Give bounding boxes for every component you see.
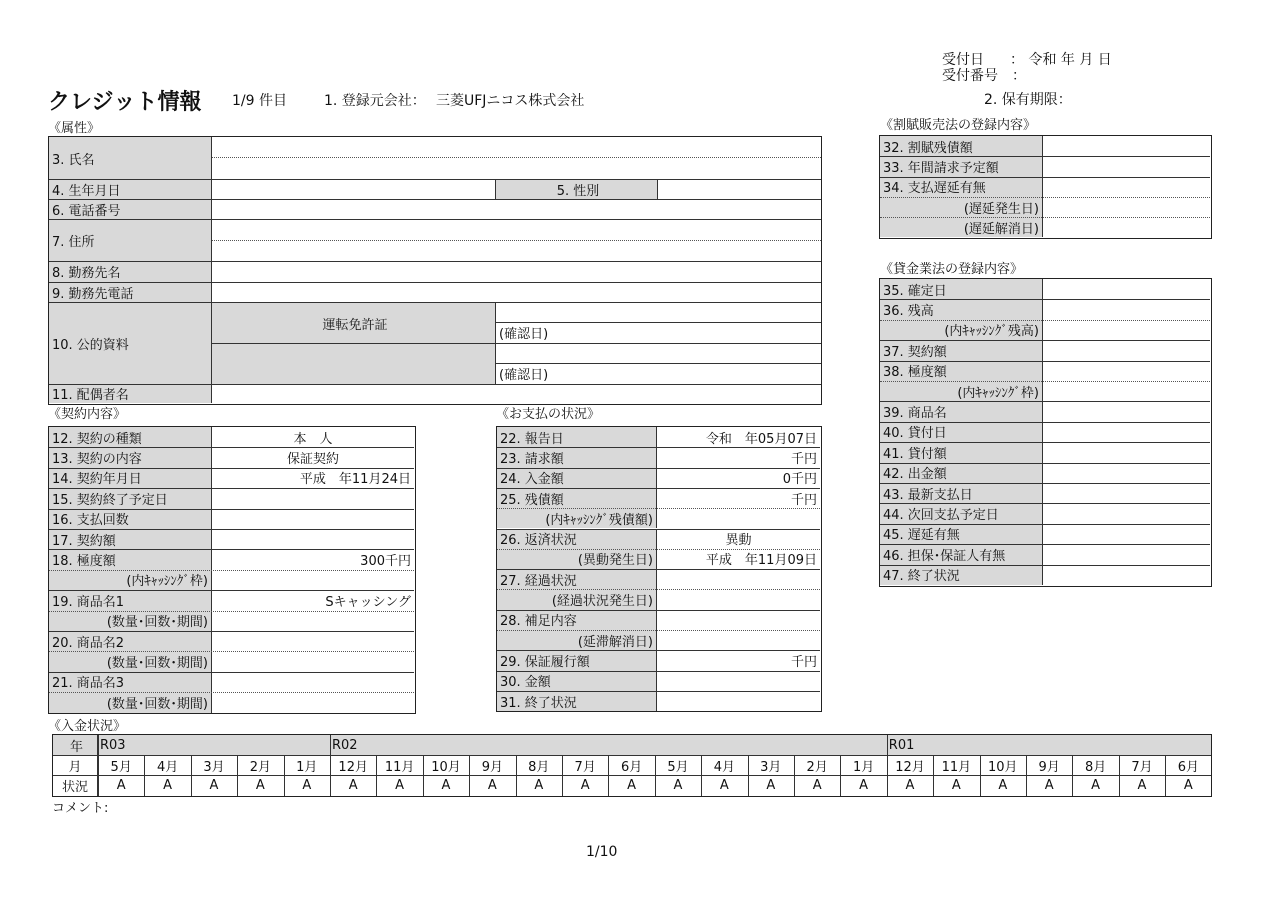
payment-table [496,426,822,712]
contract-row-value [212,570,414,590]
status-cell: A [209,778,219,793]
contract-row-label: 13. 契約の内容 [49,447,212,467]
contract-row-value [212,651,414,671]
status-cell: A [163,778,173,793]
divider [49,570,414,571]
deposit-table [52,734,1212,797]
divider [49,468,414,469]
status-cell: A [627,778,637,793]
divider [880,156,1210,157]
divider [880,299,1210,300]
divider [497,691,820,692]
divider [49,384,821,385]
contract-row-label: (内ｷｬｯｼﾝｸﾞ枠) [49,570,212,590]
moneylending-row-label: 45. 遅延有無 [880,524,1043,544]
divider [880,442,1210,443]
comment-label: コメント: [52,801,109,816]
contract-row-value [212,692,414,712]
divider [49,692,414,693]
attributes-table [48,136,822,405]
payment-row-value [657,671,820,691]
month-cell: 10月 [988,759,1018,775]
payment-row-value: 0千円 [782,472,817,488]
divider [880,503,1210,504]
payment-row-value: 千円 [790,451,817,467]
payment-row-label: 29. 保証履行額 [497,650,657,670]
column-divider [1165,755,1166,796]
confirm-date-2-label: (確認日) [499,368,549,383]
payment-row-label: (経過状況発生日) [497,589,657,609]
column-divider [562,755,563,796]
registrar-label: 1. 登録元会社： [324,93,426,109]
contract-row-label: (数量･回数･期間) [49,692,212,712]
status-cell: A [998,778,1008,793]
page-number: 1/10 [586,844,618,860]
address-label: 7. 住所 [49,219,212,261]
moneylending-row-label: 39. 商品名 [880,401,1043,421]
column-divider [794,755,795,796]
status-cell: A [255,778,265,793]
divider [880,463,1210,464]
divider [880,524,1210,525]
installment-row-label: 32. 割賦残債額 [880,136,1043,156]
phone-label: 6. 電話番号 [49,199,212,219]
contract-row-label: (数量･回数･期間) [49,651,212,671]
deposit-section-title: 《入金状況》 [48,719,127,734]
payment-row-value [657,569,820,589]
column-divider [748,755,749,796]
moneylending-row-label: 44. 次回支払予定日 [880,503,1043,523]
payment-row-label: 27. 経過状況 [497,569,657,589]
month-cell: 7月 [1131,759,1153,775]
installment-row-label: 33. 年間請求予定額 [880,156,1043,176]
divider [495,363,821,364]
status-cell: A [951,778,961,793]
moneylending-row-label: 47. 終了状況 [880,565,1043,585]
moneylending-section-title: 《貸金業法の登録内容》 [880,262,1024,277]
status-cell: A [719,778,729,793]
payment-row-value [657,589,820,609]
payment-row-value: 千円 [790,492,817,508]
contract-row-label: 21. 商品名3 [49,672,212,692]
month-cell: 10月 [431,759,461,775]
payment-row-value: 平成 年11月09日 [705,553,817,569]
column-divider [887,735,888,796]
contract-row-value: 本 人 [293,431,333,447]
status-cell: A [1044,778,1054,793]
divider [497,650,820,651]
divider [212,343,821,344]
birth-label: 4. 生年月日 [49,179,212,199]
status-cell: A [116,778,126,793]
payment-row-value: 千円 [790,654,817,670]
reception-no-value: ： [1012,68,1026,84]
contract-row-value [212,488,414,508]
column-divider [840,755,841,796]
divider [49,447,414,448]
moneylending-row-label: 41. 貸付額 [880,442,1043,462]
year-cell: R03 [100,737,126,753]
retention-period-label: 2. 保有期限： [984,92,1072,108]
status-cell: A [534,778,544,793]
status-cell: A [1183,778,1193,793]
payment-row-label: 30. 金額 [497,671,657,691]
month-cell: 5月 [110,759,132,775]
month-cell: 1月 [296,759,318,775]
contract-row-label: 19. 商品名1 [49,590,212,610]
moneylending-table [879,278,1212,587]
moneylending-row-label: 36. 残高 [880,299,1043,319]
month-cell: 2月 [806,759,828,775]
reception-no-label: 受付番号 [942,68,998,84]
month-cell: 12月 [338,759,368,775]
divider [880,544,1210,545]
year-label: 年 [53,735,98,755]
contract-row-label: (数量･回数･期間) [49,611,212,631]
column-divider [495,302,496,384]
confirm-date-1-label: (確認日) [499,327,549,342]
payment-row-label: 28. 補足内容 [497,610,657,630]
status-cell: A [859,778,869,793]
divider [880,565,1210,566]
divider [497,569,820,570]
column-divider [608,755,609,796]
contract-row-value: 300千円 [360,554,411,570]
divider [497,671,820,672]
column-divider [191,755,192,796]
public-document-2-label [212,343,496,384]
divider [49,631,414,632]
divider [49,179,821,180]
payment-section-title: 《お支払の状況》 [496,407,601,422]
payment-row-label: 31. 終了状況 [497,691,657,711]
divider [49,488,414,489]
month-cell: 3月 [203,759,225,775]
divider [880,422,1210,423]
payment-row-label: 22. 報告日 [497,427,657,447]
contract-row-value [212,611,414,631]
month-cell: 7月 [574,759,596,775]
divider [497,508,820,509]
payment-row-label: 24. 入金額 [497,468,657,488]
column-divider [98,735,99,796]
column-divider [376,755,377,796]
status-label: 状況 [53,775,98,796]
status-cell: A [487,778,497,793]
column-divider [1072,755,1073,796]
payment-row-label: (延滞解消日) [497,630,657,650]
divider [495,322,821,323]
status-cell: A [905,778,915,793]
status-cell: A [1091,778,1101,793]
moneylending-row-label: 35. 確定日 [880,279,1043,299]
column-divider [237,755,238,796]
moneylending-row-label: 40. 貸付日 [880,422,1043,442]
installment-row-label: (遅延発生日) [880,197,1043,217]
month-cell: 11月 [384,759,415,775]
payment-row-label: 26. 返済状況 [497,529,657,549]
contract-row-value [212,509,414,529]
month-cell: 9月 [481,759,504,775]
moneylending-row-label: 38. 極度額 [880,361,1043,381]
status-cell: A [580,778,590,793]
payment-row-label: (異動発生日) [497,549,657,569]
status-cell: A [673,778,683,793]
divider [497,488,820,489]
contract-row-label: 18. 極度額 [49,549,212,569]
month-cell: 4月 [156,759,179,775]
installment-row-label: 34. 支払遅延有無 [880,177,1043,197]
installment-row-label: (遅延解消日) [880,217,1043,237]
divider [880,320,1210,321]
name-label: 3. 氏名 [49,137,212,179]
status-cell: A [395,778,405,793]
contract-row-label: 20. 商品名2 [49,631,212,651]
status-cell: A [348,778,358,793]
contract-row-label: 16. 支払回数 [49,509,212,529]
contract-row-label: 12. 契約の種類 [49,427,212,447]
payment-row-value [657,508,820,528]
contract-row-value: Sキャッシング [325,594,411,610]
divider [880,340,1210,341]
contract-row-value: 平成 年11月24日 [299,472,411,488]
contract-row-label: 14. 契約年月日 [49,468,212,488]
installment-section-title: 《割賦販売法の登録内容》 [880,118,1037,133]
month-cell: 8月 [1084,759,1107,775]
payment-row-value: 異動 [725,533,752,549]
reception-date-value: ： 令和 年 月 日 [1010,52,1112,68]
divider [49,219,821,220]
moneylending-row-label: (内ｷｬｯｼﾝｸﾞ枠) [880,381,1043,401]
divider [497,589,820,590]
contract-row-value [212,529,414,549]
payment-row-value: 令和 年05月07日 [705,431,817,447]
drivers-license-label: 運転免許証 [212,302,496,343]
month-cell: 9月 [1038,759,1060,775]
column-divider [1119,755,1120,796]
divider [49,509,414,510]
year-cell: R01 [888,737,915,753]
contract-row-label: 17. 契約額 [49,529,212,549]
gender-label: 5. 性別 [495,179,658,199]
divider [49,302,821,303]
divider [880,401,1210,402]
month-cell: 6月 [620,759,643,775]
payment-row-label: 25. 残債額 [497,488,657,508]
page-title: クレジット情報 [48,90,202,115]
moneylending-row-label: 43. 最新支払日 [880,483,1043,503]
divider [497,549,820,550]
payment-row-value [657,691,820,711]
moneylending-row-label: 37. 契約額 [880,340,1043,360]
column-divider [516,755,517,796]
divider [497,610,820,611]
contract-row-value [212,631,414,651]
divider [49,261,821,262]
divider [49,529,414,530]
spouse-label: 11. 配偶者名 [49,384,212,403]
employer-label: 8. 勤務先名 [49,261,212,282]
divider [880,217,1210,218]
column-divider [933,755,934,796]
payment-row-label: (内ｷｬｯｼﾝｸﾞ残債額) [497,508,657,528]
month-cell: 6月 [1177,759,1200,775]
attributes-section-title: 《属性》 [48,121,101,136]
month-label: 月 [53,755,98,775]
year-cell: R02 [332,737,358,753]
divider [880,177,1210,178]
contract-row-label: 15. 契約終了予定日 [49,488,212,508]
status-cell: A [812,778,822,793]
column-divider [423,755,424,796]
status-cell: A [441,778,451,793]
divider [880,361,1210,362]
payment-row-value [657,630,820,650]
month-cell: 3月 [760,759,782,775]
month-cell: 11月 [941,759,972,775]
month-cell: 2月 [249,759,272,775]
divider [49,651,414,652]
contract-table [48,426,416,714]
column-divider [1026,755,1027,796]
moneylending-row-label: (内ｷｬｯｼﾝｸﾞ残高) [880,320,1043,340]
divider [497,529,820,530]
installment-table [879,135,1212,239]
moneylending-row-label: 46. 担保･保証人有無 [880,544,1043,564]
month-cell: 12月 [895,759,925,775]
status-cell: A [1137,778,1147,793]
divider [497,468,820,469]
column-divider [330,735,331,796]
divider [49,611,414,612]
registrar-value: 三菱UFJニコス株式会社 [436,93,585,109]
column-divider [701,755,702,796]
column-divider [469,755,470,796]
month-cell: 1月 [852,759,875,775]
contract-section-title: 《契約内容》 [48,407,127,422]
divider [49,672,414,673]
contract-row-value: 保証契約 [286,452,339,468]
column-divider [144,755,145,796]
divider [497,447,820,448]
divider [880,197,1210,198]
payment-row-value [657,610,820,630]
month-cell: 8月 [528,759,550,775]
column-divider [284,755,285,796]
public-document-label: 10. 公的資料 [49,302,212,384]
payment-row-label: 23. 請求額 [497,447,657,467]
month-cell: 4月 [713,759,736,775]
divider [49,590,414,591]
column-divider [980,755,981,796]
month-cell: 5月 [667,759,689,775]
employer-phone-label: 9. 勤務先電話 [49,282,212,302]
reception-date-label: 受付日 [942,52,984,68]
divider [880,381,1210,382]
year-row [98,735,1211,755]
divider [49,199,821,200]
contract-row-value [212,672,414,692]
item-count: 1/9 件目 [232,93,287,109]
divider [497,630,820,631]
status-cell: A [302,778,312,793]
divider [880,483,1210,484]
column-divider [655,755,656,796]
divider [49,282,821,283]
dotted-divider [212,240,821,241]
dotted-divider [212,157,821,158]
divider [49,549,414,550]
status-cell: A [766,778,776,793]
moneylending-row-label: 42. 出金額 [880,463,1043,483]
